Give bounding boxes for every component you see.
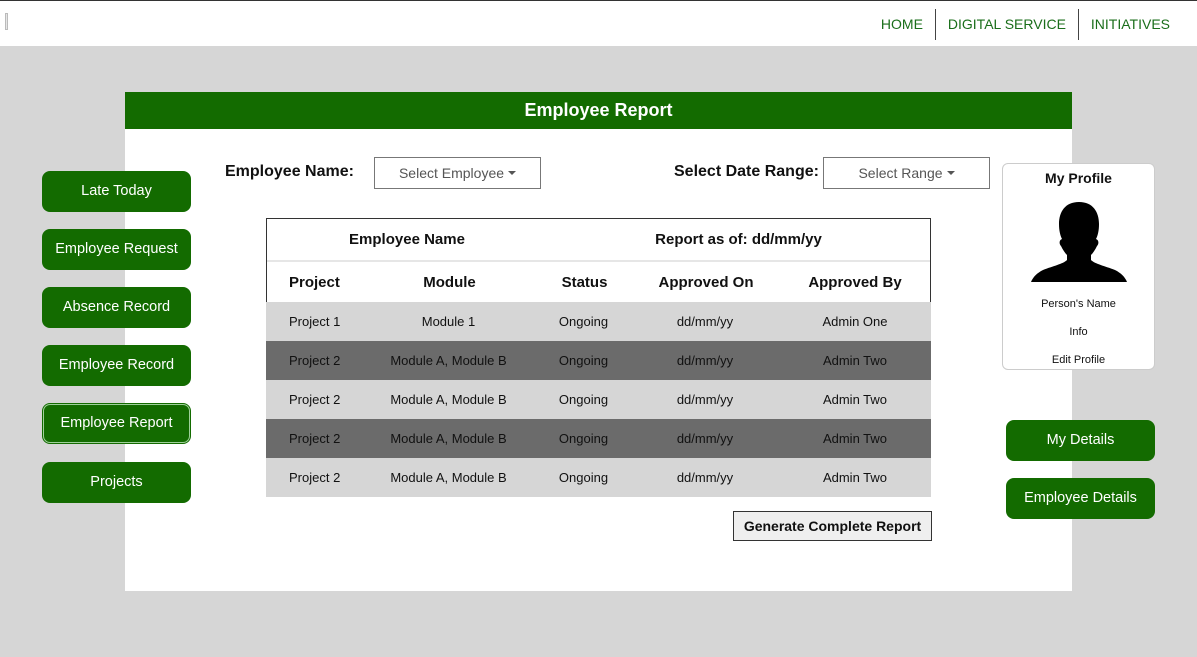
sidebar-item-late-today[interactable]: Late Today — [42, 171, 191, 212]
cell-project: Project 2 — [289, 392, 341, 407]
cell-approved-on: dd/mm/yy — [676, 314, 734, 329]
cell-module: Module A, Module B — [390, 470, 507, 485]
cell-project: Project 2 — [289, 431, 341, 446]
caret-down-icon — [947, 171, 955, 175]
profile-title: My Profile — [1045, 170, 1112, 186]
cell-approved-on: dd/mm/yy — [676, 392, 734, 407]
cell-status: Ongoing — [558, 470, 609, 485]
employee-name-label: Employee Name: — [225, 163, 354, 180]
nav-initiatives-link[interactable]: INITIATIVES — [1090, 16, 1170, 32]
table-row — [266, 380, 931, 419]
column-header-approved-by: Approved By — [808, 273, 902, 291]
cell-status: Ongoing — [558, 392, 609, 407]
table-row — [266, 302, 931, 341]
cell-approved-by: Admin Two — [822, 353, 888, 368]
select-range-dropdown[interactable] — [823, 157, 990, 189]
top-nav — [869, 9, 1182, 40]
employee-name-header: Employee Name — [349, 231, 465, 248]
cell-module: Module 1 — [421, 314, 476, 329]
sidebar-item-employee-report[interactable]: Employee Report — [42, 403, 191, 444]
column-header-approved-on: Approved On — [658, 273, 754, 291]
cell-approved-on: dd/mm/yy — [676, 470, 734, 485]
cell-project: Project 2 — [289, 470, 341, 485]
cell-status: Ongoing — [558, 431, 609, 446]
column-header-status: Status — [561, 273, 608, 291]
sidebar-item-employee-record[interactable]: Employee Record — [42, 345, 191, 386]
cell-approved-by: Admin One — [822, 314, 888, 329]
report-date-header: Report as of: dd/mm/yy — [655, 231, 822, 248]
my-details-button[interactable]: My Details — [1006, 420, 1155, 461]
generate-complete-report-button[interactable]: Generate Complete Report — [733, 511, 932, 541]
profile-card — [1002, 163, 1155, 370]
report-table — [266, 218, 931, 497]
cell-approved-by: Admin Two — [822, 470, 888, 485]
sidebar-item-absence-record[interactable]: Absence Record — [42, 287, 191, 328]
cell-status: Ongoing — [558, 314, 609, 329]
column-header-module: Module — [423, 273, 476, 291]
nav-digital-service-link[interactable]: DIGITAL SERVICE — [947, 16, 1066, 32]
profile-info: Info — [1069, 326, 1088, 338]
nav-home-link[interactable]: HOME — [880, 16, 923, 32]
caret-down-icon — [508, 171, 516, 175]
cell-approved-by: Admin Two — [822, 431, 888, 446]
select-employee-value: Select Employee — [398, 165, 505, 181]
cell-status: Ongoing — [558, 353, 609, 368]
sidebar-item-employee-request[interactable]: Employee Request — [42, 229, 191, 270]
cell-approved-on: dd/mm/yy — [676, 431, 734, 446]
page-title: Employee Report — [125, 92, 1072, 129]
select-employee-dropdown[interactable] — [374, 157, 541, 189]
cell-project: Project 1 — [289, 314, 341, 329]
select-range-value: Select Range — [858, 165, 943, 181]
table-row — [266, 419, 931, 458]
employee-details-button[interactable]: Employee Details — [1006, 478, 1155, 519]
date-range-label: Select Date Range: — [674, 163, 819, 180]
table-summary-header — [266, 218, 931, 260]
profile-person-name: Person's Name — [1041, 298, 1116, 310]
cell-project: Project 2 — [289, 353, 341, 368]
cell-module: Module A, Module B — [390, 431, 507, 446]
sidebar-item-projects[interactable]: Projects — [42, 462, 191, 503]
table-row — [266, 341, 931, 380]
cell-module: Module A, Module B — [390, 353, 507, 368]
logo-placeholder-icon — [5, 13, 8, 30]
table-row — [266, 458, 931, 497]
cell-module: Module A, Module B — [390, 392, 507, 407]
person-silhouette-icon — [1029, 200, 1129, 282]
top-navbar — [0, 0, 1197, 46]
edit-profile-link[interactable]: Edit Profile — [1051, 354, 1106, 366]
column-header-project: Project — [289, 273, 340, 291]
cell-approved-on: dd/mm/yy — [676, 353, 734, 368]
table-column-header — [266, 262, 931, 302]
cell-approved-by: Admin Two — [822, 392, 888, 407]
